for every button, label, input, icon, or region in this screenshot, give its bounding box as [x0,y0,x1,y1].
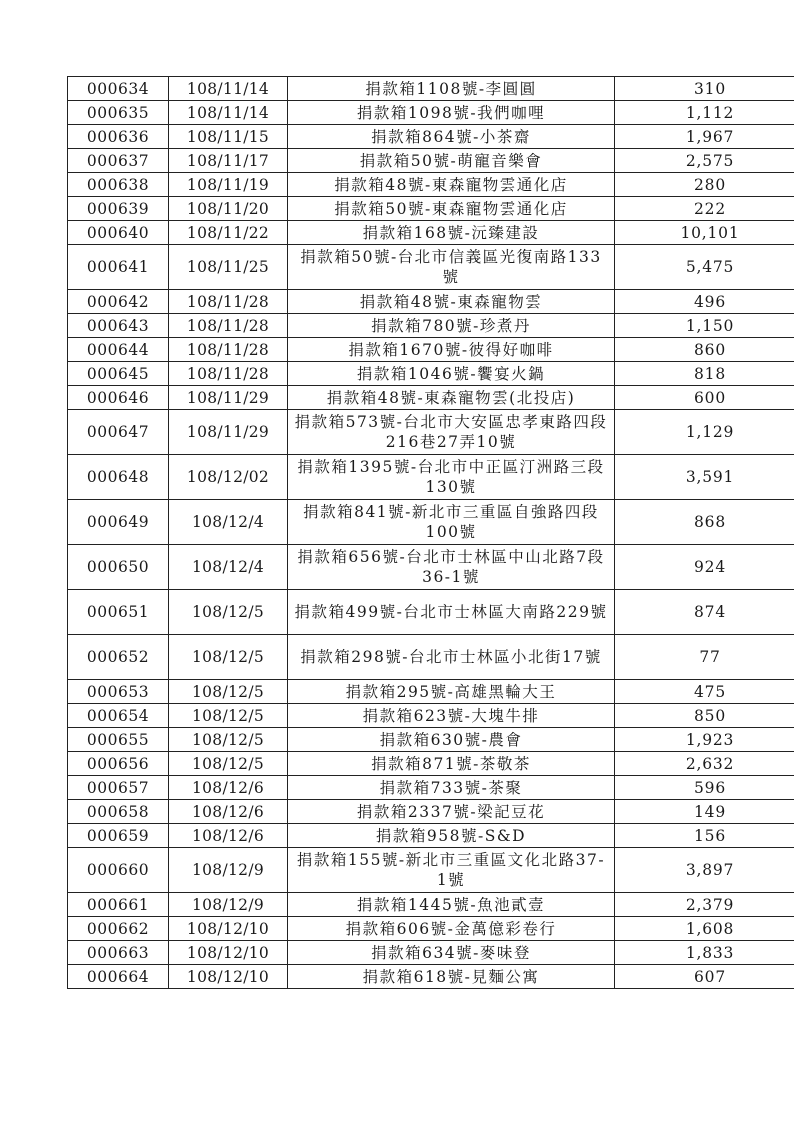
entry-number-cell: 000656 [68,752,169,776]
amount-cell: 149 [615,800,794,824]
date-cell: 108/12/6 [169,824,288,848]
entry-number-cell: 000657 [68,776,169,800]
description-cell: 捐款箱50號-東森寵物雲通化店 [288,197,615,221]
entry-number-cell: 000646 [68,386,169,410]
entry-number-cell: 000634 [68,77,169,101]
description-cell: 捐款箱1445號-魚池貳壹 [288,893,615,917]
amount-cell: 2,632 [615,752,794,776]
description-cell: 捐款箱1098號-我們咖哩 [288,101,615,125]
description-cell: 捐款箱168號-沅臻建設 [288,221,615,245]
description-cell: 捐款箱618號-見麵公寓 [288,965,615,989]
amount-cell: 2,575 [615,149,794,173]
date-cell: 108/12/5 [169,704,288,728]
entry-number-cell: 000659 [68,824,169,848]
entry-number-cell: 000639 [68,197,169,221]
description-cell: 捐款箱298號-台北市士林區小北街17號 [288,635,615,680]
amount-cell: 1,967 [615,125,794,149]
date-cell: 108/11/28 [169,338,288,362]
table-row [68,362,794,386]
table-row [68,338,794,362]
entry-number-cell: 000637 [68,149,169,173]
description-cell: 捐款箱50號-台北市信義區光復南路133號 [288,245,615,290]
date-cell: 108/11/29 [169,410,288,455]
entry-number-cell: 000636 [68,125,169,149]
amount-cell: 3,897 [615,848,794,893]
date-cell: 108/11/20 [169,197,288,221]
date-cell: 108/12/10 [169,965,288,989]
description-cell: 捐款箱634號-麥味登 [288,941,615,965]
description-cell: 捐款箱780號-珍煮丹 [288,314,615,338]
table-row [68,848,794,893]
amount-cell: 222 [615,197,794,221]
entry-number-cell: 000660 [68,848,169,893]
description-cell: 捐款箱48號-東森寵物雲 [288,290,615,314]
table-row [68,824,794,848]
table-row [68,545,794,590]
date-cell: 108/11/15 [169,125,288,149]
date-cell: 108/12/02 [169,455,288,500]
date-cell: 108/11/28 [169,362,288,386]
amount-cell: 607 [615,965,794,989]
table-row [68,410,794,455]
entry-number-cell: 000649 [68,500,169,545]
table-row [68,245,794,290]
description-cell: 捐款箱2337號-梁記豆花 [288,800,615,824]
description-cell: 捐款箱1108號-李圓圓 [288,77,615,101]
entry-number-cell: 000653 [68,680,169,704]
date-cell: 108/12/5 [169,680,288,704]
date-cell: 108/12/4 [169,545,288,590]
date-cell: 108/12/10 [169,941,288,965]
table-row [68,77,794,101]
table-row [68,800,794,824]
table-row [68,965,794,989]
date-cell: 108/11/14 [169,77,288,101]
entry-number-cell: 000642 [68,290,169,314]
table-row [68,680,794,704]
description-cell: 捐款箱630號-農會 [288,728,615,752]
description-cell: 捐款箱656號-台北市士林區中山北路7段36-1號 [288,545,615,590]
amount-cell: 1,923 [615,728,794,752]
entry-number-cell: 000664 [68,965,169,989]
date-cell: 108/11/29 [169,386,288,410]
description-cell: 捐款箱1670號-彼得好咖啡 [288,338,615,362]
amount-cell: 860 [615,338,794,362]
entry-number-cell: 000655 [68,728,169,752]
date-cell: 108/11/22 [169,221,288,245]
amount-cell: 156 [615,824,794,848]
amount-cell: 1,129 [615,410,794,455]
amount-cell: 874 [615,590,794,635]
date-cell: 108/12/9 [169,848,288,893]
table-row [68,704,794,728]
amount-cell: 3,591 [615,455,794,500]
description-cell: 捐款箱48號-東森寵物雲(北投店) [288,386,615,410]
table-row [68,728,794,752]
date-cell: 108/11/19 [169,173,288,197]
table-row [68,893,794,917]
table-row [68,197,794,221]
table-row [68,590,794,635]
date-cell: 108/12/5 [169,590,288,635]
entry-number-cell: 000648 [68,455,169,500]
amount-cell: 280 [615,173,794,197]
entry-number-cell: 000652 [68,635,169,680]
amount-cell: 1,112 [615,101,794,125]
amount-cell: 600 [615,386,794,410]
amount-cell: 475 [615,680,794,704]
table-row [68,941,794,965]
table-row [68,221,794,245]
entry-number-cell: 000658 [68,800,169,824]
date-cell: 108/12/5 [169,635,288,680]
amount-cell: 868 [615,500,794,545]
entry-number-cell: 000640 [68,221,169,245]
entry-number-cell: 000654 [68,704,169,728]
entry-number-cell: 000638 [68,173,169,197]
table-row [68,752,794,776]
description-cell: 捐款箱958號-S&D [288,824,615,848]
document-page [67,76,769,989]
table-row [68,101,794,125]
table-row [68,173,794,197]
amount-cell: 496 [615,290,794,314]
description-cell: 捐款箱1046號-饗宴火鍋 [288,362,615,386]
description-cell: 捐款箱623號-大塊牛排 [288,704,615,728]
entry-number-cell: 000643 [68,314,169,338]
amount-cell: 77 [615,635,794,680]
date-cell: 108/11/28 [169,290,288,314]
entry-number-cell: 000651 [68,590,169,635]
date-cell: 108/12/5 [169,752,288,776]
entry-number-cell: 000663 [68,941,169,965]
amount-cell: 5,475 [615,245,794,290]
table-row [68,386,794,410]
entry-number-cell: 000635 [68,101,169,125]
amount-cell: 1,150 [615,314,794,338]
amount-cell: 850 [615,704,794,728]
date-cell: 108/11/14 [169,101,288,125]
description-cell: 捐款箱155號-新北市三重區文化北路37-1號 [288,848,615,893]
amount-cell: 924 [615,545,794,590]
description-cell: 捐款箱48號-東森寵物雲通化店 [288,173,615,197]
description-cell: 捐款箱871號-茶敬茶 [288,752,615,776]
date-cell: 108/12/10 [169,917,288,941]
date-cell: 108/12/9 [169,893,288,917]
donation-ledger-table [67,76,794,989]
date-cell: 108/12/6 [169,800,288,824]
table-row [68,149,794,173]
ledger-body [68,77,794,989]
date-cell: 108/12/5 [169,728,288,752]
table-row [68,290,794,314]
table-row [68,314,794,338]
description-cell: 捐款箱733號-茶聚 [288,776,615,800]
amount-cell: 2,379 [615,893,794,917]
entry-number-cell: 000645 [68,362,169,386]
table-row [68,125,794,149]
entry-number-cell: 000650 [68,545,169,590]
date-cell: 108/11/28 [169,314,288,338]
entry-number-cell: 000661 [68,893,169,917]
table-row [68,917,794,941]
description-cell: 捐款箱50號-萌寵音樂會 [288,149,615,173]
entry-number-cell: 000662 [68,917,169,941]
amount-cell: 818 [615,362,794,386]
table-row [68,635,794,680]
entry-number-cell: 000647 [68,410,169,455]
description-cell: 捐款箱841號-新北市三重區自強路四段100號 [288,500,615,545]
table-row [68,500,794,545]
entry-number-cell: 000641 [68,245,169,290]
description-cell: 捐款箱573號-台北市大安區忠孝東路四段216巷27弄10號 [288,410,615,455]
amount-cell: 10,101 [615,221,794,245]
amount-cell: 310 [615,77,794,101]
date-cell: 108/12/4 [169,500,288,545]
date-cell: 108/11/17 [169,149,288,173]
date-cell: 108/12/6 [169,776,288,800]
amount-cell: 1,833 [615,941,794,965]
entry-number-cell: 000644 [68,338,169,362]
description-cell: 捐款箱864號-小茶齋 [288,125,615,149]
description-cell: 捐款箱606號-金萬億彩卷行 [288,917,615,941]
amount-cell: 1,608 [615,917,794,941]
amount-cell: 596 [615,776,794,800]
date-cell: 108/11/25 [169,245,288,290]
table-row [68,455,794,500]
description-cell: 捐款箱499號-台北市士林區大南路229號 [288,590,615,635]
table-row [68,776,794,800]
description-cell: 捐款箱1395號-台北市中正區汀洲路三段130號 [288,455,615,500]
description-cell: 捐款箱295號-高雄黑輪大王 [288,680,615,704]
